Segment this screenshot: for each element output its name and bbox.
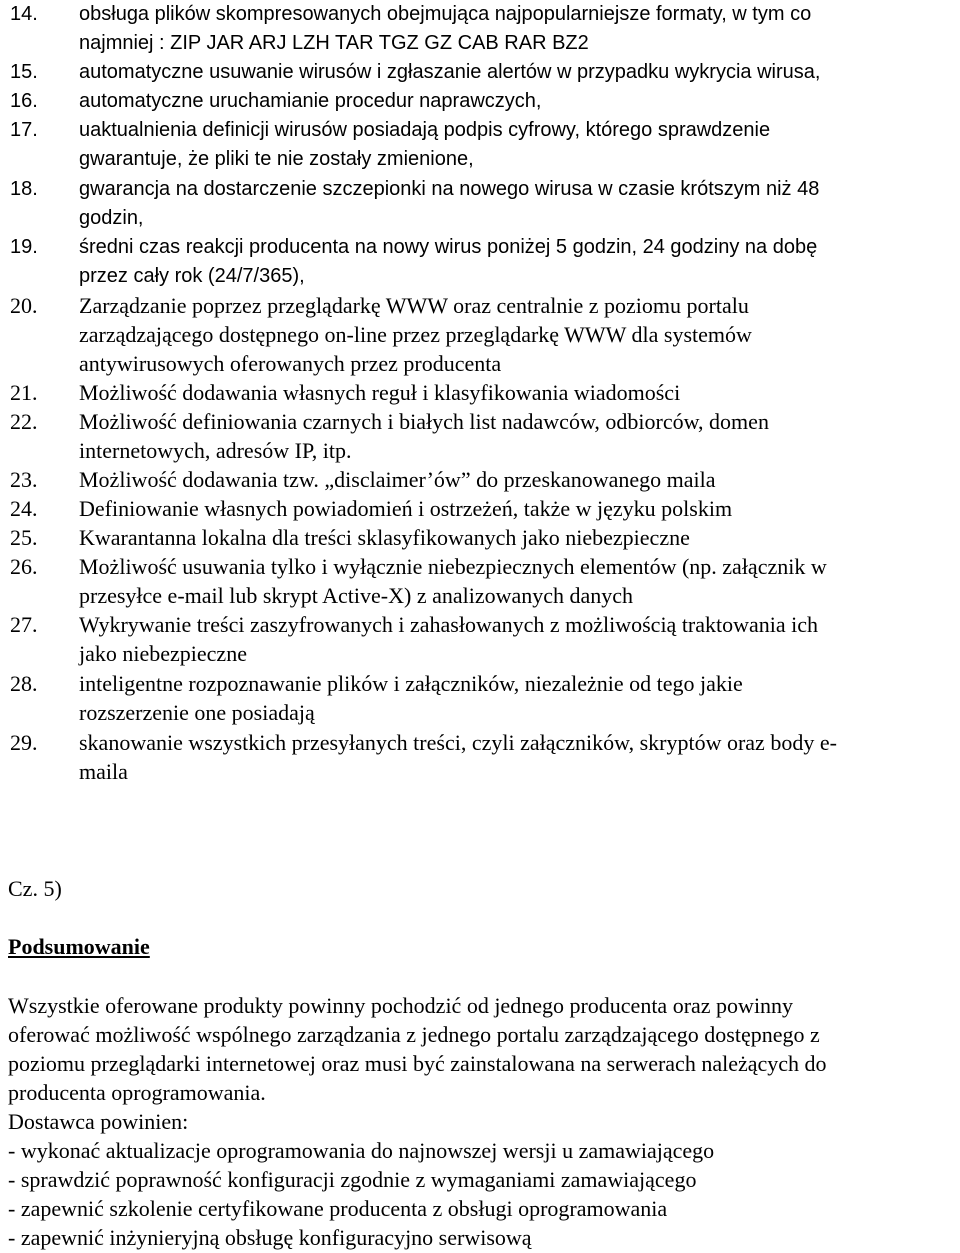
summary-line: oferować możliwość wspólnego zarządzania z jednego portalu zarządzającego dostępnego z [8, 1022, 820, 1047]
list-item-text-line: skanowanie wszystkich przesyłanych treści, czyli załączników, skryptów oraz body e- [79, 730, 837, 755]
list-item [10, 0, 811, 58]
list-item-text-line: godzin, [79, 207, 144, 229]
list-item-text-line: przez cały rok (24/7/365), [79, 265, 305, 287]
list-item-text-line: obsługa plików skompresowanych obejmująca najpopularniejsze formaty, w tym co [79, 3, 812, 25]
summary-line: Wszystkie oferowane produkty powinny pochodzić od jednego producenta oraz powinny [8, 993, 794, 1018]
list-item [10, 552, 827, 610]
list-item-text-line: internetowych, adresów IP, itp. [79, 438, 352, 463]
list-item [10, 407, 769, 465]
list-item [10, 291, 752, 378]
list-item-text-line: inteligentne rozpoznawanie plików i załączników, niezależnie od tego jakie [79, 671, 743, 696]
list-item-text-line: Możliwość dodawania tzw. „disclaimer’ów” do przeskanowanego maila [79, 467, 716, 492]
section-label: Cz. 5) [8, 876, 62, 901]
list-item-text-line: uaktualnienia definicji wirusów posiadają podpis cyfrowy, którego sprawdzenie [79, 119, 771, 141]
list-item-number: 24. [10, 496, 38, 521]
list-item-text-line: średni czas reakcji producenta na nowy wirus poniżej 5 godzin, 24 godziny na dobę [79, 236, 818, 258]
list-item-text-line: rozszerzenie one posiadają [79, 700, 315, 725]
list-item-number: 27. [10, 612, 38, 637]
list-item [10, 87, 541, 116]
summary-line: poziomu przeglądarki internetowej oraz musi być zainstalowana na serwerach należących do [8, 1051, 827, 1076]
list-item-text-line: gwarantuje, że pliki te nie zostały zmienione, [79, 148, 474, 170]
list-item-number: 29. [10, 730, 38, 755]
list-item [10, 233, 817, 291]
list-item [10, 58, 820, 87]
list-item-number: 22. [10, 409, 38, 434]
list-item-number: 21. [10, 380, 38, 405]
list-item-text-line: Zarządzanie poprzez przeglądarkę WWW oraz centralnie z poziomu portalu [79, 293, 749, 318]
list-item-number: 16. [10, 90, 38, 112]
list-item-text-line: Wykrywanie treści zaszyfrowanych i zahasłowanych z możliwością traktowania ich [79, 612, 819, 637]
list-item-number: 17. [10, 119, 38, 141]
list-item-number: 20. [10, 293, 38, 318]
list-item-number: 14. [10, 3, 38, 25]
list-item [10, 116, 770, 174]
list-item-text-line: automatyczne uruchamianie procedur naprawczych, [79, 90, 542, 112]
summary-line: - zapewnić szkolenie certyfikowane producenta z obsługi oprogramowania [8, 1196, 668, 1221]
summary-line: - sprawdzić poprawność konfiguracji zgodnie z wymaganiami zamawiającego [8, 1167, 697, 1192]
list-item [10, 669, 743, 727]
list-item-text-line: maila [79, 759, 128, 784]
summary-line: producenta oprogramowania. [8, 1080, 266, 1105]
summary-line: - wykonać aktualizacje oprogramowania do najnowszej wersji u zamawiającego [8, 1138, 715, 1163]
list-item-text-line: Możliwość dodawania własnych reguł i klasyfikowania wiadomości [79, 380, 681, 405]
list-item-text-line: przesyłce e-mail lub skrypt Active-X) z analizowanych danych [79, 583, 634, 608]
list-item-number: 25. [10, 525, 38, 550]
list-item [10, 378, 680, 407]
list-item-number: 23. [10, 467, 38, 492]
list-item-text-line: Możliwość usuwania tylko i wyłącznie niebezpiecznych elementów (np. załącznik w [79, 554, 827, 579]
list-item-text-line: najmniej : ZIP JAR ARJ LZH TAR TGZ GZ CAB RAR BZ2 [79, 32, 589, 54]
list-item [10, 728, 837, 786]
list-item [10, 494, 732, 523]
list-item-text-line: Możliwość definiowania czarnych i białych list nadawców, odbiorców, domen [79, 409, 769, 434]
list-item-number: 26. [10, 554, 38, 579]
list-item-text-line: jako niebezpieczne [79, 641, 247, 666]
list-item [10, 465, 716, 494]
summary-paragraph [8, 991, 956, 1252]
list-item-number: 19. [10, 236, 38, 258]
list-item-number: 18. [10, 178, 38, 200]
list-item-text-line: antywirusowych oferowanych przez producenta [79, 351, 502, 376]
list-item [10, 610, 818, 668]
list-item-text-line: gwarancja na dostarczenie szczepionki na nowego wirusa w czasie krótszym niż 48 [79, 178, 820, 200]
list-item-number: 15. [10, 61, 38, 83]
list-item [10, 175, 819, 233]
section-title: Podsumowanie [8, 934, 150, 959]
list-item-number: 28. [10, 671, 38, 696]
list-item-text-line: Definiowanie własnych powiadomień i ostrzeżeń, także w języku polskim [79, 496, 733, 521]
list-item-text-line: zarządzającego dostępnego on-line przez przeglądarkę WWW dla systemów [79, 322, 752, 347]
list-item-text-line: automatyczne usuwanie wirusów i zgłaszanie alertów w przypadku wykrycia wirusa, [79, 61, 821, 83]
list-item [10, 523, 690, 552]
list-item-text-line: Kwarantanna lokalna dla treści sklasyfikowanych jako niebezpieczne [79, 525, 690, 550]
summary-line: - zapewnić inżynieryjną obsługę konfiguracyjno serwisową [8, 1225, 532, 1250]
summary-line: Dostawca powinien: [8, 1109, 189, 1134]
